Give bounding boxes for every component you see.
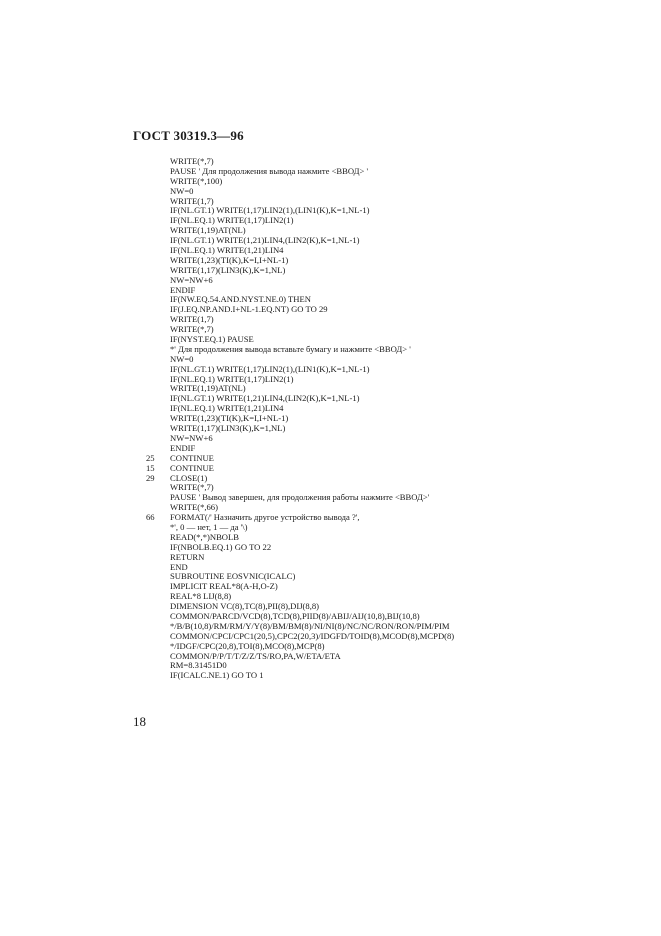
code-listing [146,157,566,681]
code-text: IMPLICIT REAL*8(A-H,O-Z) [170,581,278,592]
code-text: READ(*,*)NBOLB [170,531,239,542]
code-text: NW=NW+6 [170,432,213,443]
code-text: FORMAT(/' Назначить другое устройство вывода ?', [170,512,360,523]
code-line [146,434,566,444]
code-text: IF(J.EQ.NP.AND.I+NL-1.EQ.NT) GO TO 29 [170,304,328,315]
code-line [146,345,566,355]
statement-label [146,523,170,533]
statement-label [146,424,170,434]
code-text: IF(NW.EQ.54.AND.NYST.NE.0) THEN [170,294,311,305]
statement-label [146,226,170,236]
statement-label [146,276,170,286]
code-text: IF(NL.GT.1) WRITE(1,21)LIN4,(LIN2(K),K=1,NL-1) [170,393,360,404]
statement-label [146,671,170,681]
statement-label [146,315,170,325]
code-text: PAUSE ' Для продолжения вывода нажмите <ВВОД> ' [170,165,369,176]
statement-label [146,236,170,246]
code-text: IF(NBOLB.EQ.1) GO TO 22 [170,541,272,552]
statement-label [146,661,170,671]
code-text: WRITE(*,100) [170,175,223,186]
statement-label: 66 [146,512,155,523]
code-text: IF(NL.GT.1) WRITE(1,17)LIN2(1),(LIN1(K),K=1,NL-1) [170,363,370,374]
code-text: IF(ICALC.NE.1) GO TO 1 [170,670,264,681]
code-text: IF(NL.EQ.1) WRITE(1,21)LIN4 [170,403,284,414]
statement-label [146,286,170,296]
code-text: CONTINUE [170,452,214,463]
code-text: COMMON/PARCD/VCD(8),TCD(8),PIID(8)/ABIJ/AIJ(10,8),BIJ(10,8) [170,610,420,621]
statement-label: 15 [146,462,155,473]
code-text: IF(NL.GT.1) WRITE(1,17)LIN2(1),(LIN1(K),K=1,NL-1) [170,205,370,216]
statement-label [146,177,170,187]
code-line [146,553,566,563]
statement-label [146,493,170,503]
code-text: IF(NL.GT.1) WRITE(1,21)LIN4,(LIN2(K),K=1,NL-1) [170,235,360,246]
code-text: *' Для продолжения вывода вставьте бумагу и нажмите <ВВОД> ' [170,343,411,354]
code-text: WRITE(1,7) [170,195,214,206]
code-text: *', 0 — нет, 1 — да '\) [170,521,248,532]
statement-label [146,216,170,226]
statement-label [146,384,170,394]
code-text: NW=NW+6 [170,274,213,285]
code-line [146,276,566,286]
code-text: WRITE(1,23)(TI(K),K=I,I+NL-1) [170,254,289,265]
statement-label [146,602,170,612]
code-text: PAUSE ' Вывод завершен, для продолжения работы нажмите <ВВОД>' [170,492,430,503]
statement-label [146,414,170,424]
statement-label [146,483,170,493]
statement-label [146,652,170,662]
statement-label [146,543,170,553]
code-text: COMMON/P/P/T/T/Z/Z/TS/RO,PA,W/ETA/ETA [170,650,341,661]
statement-label [146,335,170,345]
statement-label: 29 [146,472,155,483]
statement-label [146,345,170,355]
page-number: 18 [133,714,146,729]
code-text: CONTINUE [170,462,214,473]
code-text: WRITE(1,23)(TI(K),K=I,I+NL-1) [170,413,289,424]
statement-label [146,187,170,197]
statement-label [146,157,170,167]
code-text: COMMON/CPCI/CPC1(20,5),CPC2(20,3)/IDGFD/TOID(8),MCOD(8),MCPD(8) [170,630,455,641]
statement-label [146,404,170,414]
statement-label [146,325,170,335]
statement-label [146,612,170,622]
code-line [146,543,566,553]
code-text: WRITE(1,17)(LIN3(K),K=1,NL) [170,264,286,275]
statement-label [146,197,170,207]
code-text: SUBROUTINE EOSVNIC(ICALC) [170,571,296,582]
statement-label [146,394,170,404]
statement-label: 25 [146,452,155,463]
code-line [146,177,566,187]
code-text: */IDGF/CPC(20,8),TOI(8),MCO(8),MCP(8) [170,640,325,651]
code-text: ENDIF [170,442,196,453]
code-text: RM=8.31451D0 [170,660,227,671]
statement-label [146,434,170,444]
statement-label [146,563,170,573]
statement-label [146,365,170,375]
code-text: REAL*8 LIJ(8,8) [170,591,232,602]
code-text: WRITE(1,19)AT(NL) [170,225,246,236]
statement-label [146,553,170,563]
code-text: NW=0 [170,353,194,364]
statement-label [146,355,170,365]
statement-label [146,642,170,652]
statement-label [146,305,170,315]
code-line [146,464,566,474]
statement-label [146,632,170,642]
statement-label [146,266,170,276]
code-text: NW=0 [170,185,194,196]
statement-label [146,582,170,592]
code-text: IF(NYST.EQ.1) PAUSE [170,334,254,345]
code-text: CLOSE(1) [170,472,208,483]
code-text: */B/B(10,8)/RM/RM/Y/Y(8)/BM/BM(8)/NI/NI(8)/NC/NC/RON/RON/PIM/PIM [170,620,450,631]
page-header: ГОСТ 30319.3—96 [133,128,244,143]
code-text: WRITE(*,7) [170,324,214,335]
statement-label [146,375,170,385]
code-text: IF(NL.EQ.1) WRITE(1,17)LIN2(1) [170,215,294,226]
statement-label [146,622,170,632]
statement-label [146,572,170,582]
code-text: RETURN [170,551,205,562]
code-text: WRITE(*,7) [170,156,214,166]
code-text: ENDIF [170,284,196,295]
code-line [146,671,566,681]
code-text: DIMENSION VC(8),TC(8),PII(8),DIJ(8,8) [170,601,320,612]
code-text: WRITE(*,66) [170,502,218,513]
code-text: IF(NL.EQ.1) WRITE(1,21)LIN4 [170,245,284,256]
code-text: IF(NL.EQ.1) WRITE(1,17)LIN2(1) [170,373,294,384]
statement-label [146,167,170,177]
code-text: WRITE(1,7) [170,314,214,325]
statement-label [146,592,170,602]
code-text: WRITE(*,7) [170,482,214,493]
code-text: END [170,561,188,572]
statement-label [146,533,170,543]
code-text: WRITE(1,19)AT(NL) [170,383,246,394]
statement-label [146,206,170,216]
statement-label [146,295,170,305]
statement-label [146,246,170,256]
statement-label [146,256,170,266]
code-text: WRITE(1,17)(LIN3(K),K=1,NL) [170,423,286,434]
